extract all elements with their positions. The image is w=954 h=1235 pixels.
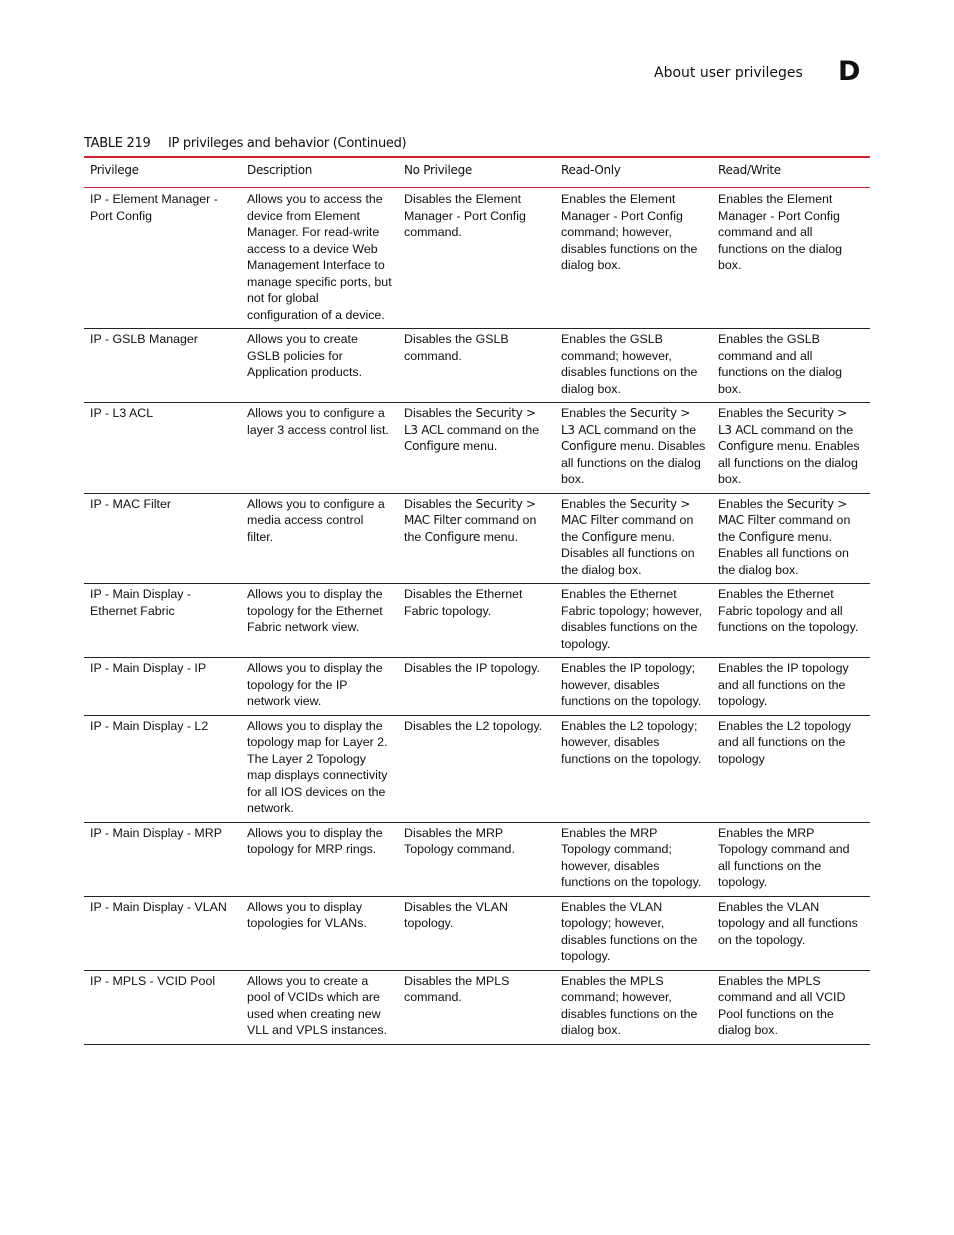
cell-text: command on the xyxy=(404,513,537,544)
cell-text: Enables the Ethernet Fabric topology and all functions on the topology. xyxy=(718,587,859,634)
privilege-cell: IP - Main Display - MRP xyxy=(84,822,241,896)
cell-text: Disables the Element Manager - Port Config command. xyxy=(404,192,526,239)
privilege-cell: IP - MPLS - VCID Pool xyxy=(84,970,241,1044)
cell-text: command on the xyxy=(757,422,854,437)
cell-text: Enables the xyxy=(561,496,630,511)
table-row xyxy=(84,658,870,716)
menu-command-text: Configure xyxy=(561,439,617,453)
cell-text: Disables the L2 topology. xyxy=(404,718,543,733)
cell-text: Enables the VLAN topology; however, disables functions on the topology. xyxy=(561,899,698,963)
read-write-cell xyxy=(712,822,870,896)
cell-text: Enables the L2 topology and all functions on the topology xyxy=(718,718,851,766)
menu-command-text: Security > L3 ACL xyxy=(718,406,848,437)
cell-text: command on the xyxy=(600,422,697,437)
table-caption xyxy=(84,136,406,151)
cell-text: Disables the xyxy=(404,496,476,511)
no-privilege-cell xyxy=(398,329,555,403)
description-cell: Allows you to create a pool of VCIDs which are used when creating new VLL and VPLS instances. xyxy=(241,970,398,1044)
read-write-cell xyxy=(712,715,870,822)
read-write-cell xyxy=(712,658,870,716)
description-cell: Allows you to display the topology for MRP rings. xyxy=(241,822,398,896)
menu-command-text: Security > L3 ACL xyxy=(561,406,691,437)
no-privilege-cell xyxy=(398,403,555,494)
column-header-read-write: Read/Write xyxy=(712,157,870,188)
privilege-cell: IP - MAC Filter xyxy=(84,493,241,584)
cell-text: menu. xyxy=(480,529,519,544)
cell-text: Enables the MRP Topology command and all functions on the topology. xyxy=(718,825,850,889)
read-only-cell xyxy=(555,658,712,716)
table-row xyxy=(84,403,870,494)
cell-text: Enables the IP topology and all functions on the topology. xyxy=(718,661,849,708)
table-row xyxy=(84,584,870,658)
description-cell: Allows you to configure a media access control filter. xyxy=(241,493,398,584)
menu-command-text: Security > MAC Filter xyxy=(718,496,848,527)
menu-command-text: Configure xyxy=(718,439,774,453)
no-privilege-cell xyxy=(398,970,555,1044)
menu-command-text: Configure xyxy=(404,439,460,453)
cell-text: Disables the xyxy=(404,406,476,420)
menu-command-text: Configure xyxy=(738,529,795,544)
cell-text: Disables the GSLB command. xyxy=(404,332,509,363)
description-cell: Allows you to display the topology for the Ethernet Fabric network view. xyxy=(241,584,398,658)
cell-text: Enables the MRP Topology command; however, disables functions on the topology. xyxy=(561,825,702,889)
read-write-cell xyxy=(712,493,870,584)
no-privilege-cell xyxy=(398,822,555,896)
column-header-privilege: Privilege xyxy=(84,157,241,188)
privilege-cell: IP - Element Manager - Port Config xyxy=(84,188,241,329)
table-number: TABLE 219 xyxy=(84,136,151,151)
read-write-cell xyxy=(712,896,870,970)
description-cell: Allows you to access the device from Element Manager. For read-write access to a device Web Management Interface to manage specific ports, but not for global configuration of a device. xyxy=(241,188,398,329)
cell-text: Enables the GSLB command and all functions on the dialog box. xyxy=(718,332,842,396)
column-header-description: Description xyxy=(241,157,398,188)
cell-text: Disables the Ethernet Fabric topology. xyxy=(404,587,523,618)
cell-text: menu. xyxy=(459,439,498,453)
no-privilege-cell xyxy=(398,715,555,822)
description-cell: Allows you to display the topology map for Layer 2. The Layer 2 Topology map displays connectivity for all IOS devices on the network. xyxy=(241,715,398,822)
cell-text: Enables the IP topology; however, disables functions on the topology. xyxy=(561,661,702,708)
read-write-cell xyxy=(712,970,870,1044)
cell-text: menu. Disables all functions on the dialog box. xyxy=(561,529,695,577)
cell-text: menu. Enables all functions on the dialog box. xyxy=(718,439,860,486)
table-row xyxy=(84,329,870,403)
cell-text: Disables the VLAN topology. xyxy=(404,899,508,930)
read-write-cell xyxy=(712,584,870,658)
privilege-cell: IP - Main Display - IP xyxy=(84,658,241,716)
cell-text: Enables the VLAN topology and all functions on the topology. xyxy=(718,899,858,947)
menu-command-text: Configure xyxy=(581,529,638,544)
cell-text: Enables the xyxy=(718,406,787,420)
cell-text: Disables the MPLS command. xyxy=(404,973,510,1004)
column-header-read-only: Read-Only xyxy=(555,157,712,188)
read-only-cell xyxy=(555,822,712,896)
cell-text: Enables the xyxy=(718,496,787,511)
privilege-cell: IP - L3 ACL xyxy=(84,403,241,494)
read-only-cell xyxy=(555,896,712,970)
privileges-table xyxy=(84,156,870,1045)
cell-text: Enables the MPLS command; however, disables functions on the dialog box. xyxy=(561,973,698,1037)
table-row xyxy=(84,715,870,822)
appendix-letter: D xyxy=(838,56,861,87)
cell-text: Enables the L2 topology; however, disables functions on the topology. xyxy=(561,718,702,766)
cell-text: command on the xyxy=(443,422,540,437)
table-row xyxy=(84,188,870,329)
cell-text: menu. Disables all functions on the dialog box. xyxy=(561,439,706,486)
menu-command-text: Security > MAC Filter xyxy=(404,496,536,527)
no-privilege-cell xyxy=(398,493,555,584)
description-cell: Allows you to display topologies for VLANs. xyxy=(241,896,398,970)
cell-text: command on the xyxy=(561,513,694,544)
menu-command-text: Configure xyxy=(424,529,481,544)
read-only-cell xyxy=(555,584,712,658)
column-header-no-privilege: No Privilege xyxy=(398,157,555,188)
cell-text: Enables the MPLS command and all VCID Pool functions on the dialog box. xyxy=(718,973,846,1037)
table-row xyxy=(84,896,870,970)
privilege-cell: IP - GSLB Manager xyxy=(84,329,241,403)
no-privilege-cell xyxy=(398,188,555,329)
cell-text: Enables the Element Manager - Port Config command; however, disables functions on the dialog box. xyxy=(561,192,698,272)
read-only-cell xyxy=(555,188,712,329)
header-row xyxy=(84,157,870,188)
no-privilege-cell xyxy=(398,896,555,970)
table-row xyxy=(84,822,870,896)
cell-text: Disables the MRP Topology command. xyxy=(404,825,515,856)
read-write-cell xyxy=(712,403,870,494)
no-privilege-cell xyxy=(398,658,555,716)
read-write-cell xyxy=(712,188,870,329)
cell-text: Enables the xyxy=(561,406,630,420)
table-row xyxy=(84,970,870,1044)
privilege-cell: IP - Main Display - L2 xyxy=(84,715,241,822)
menu-command-text: Security > MAC Filter xyxy=(561,496,691,527)
cell-text: menu. Enables all functions on the dialog box. xyxy=(718,529,849,577)
cell-text: Enables the Element Manager - Port Config command and all functions on the dialog box. xyxy=(718,192,842,272)
table-row xyxy=(84,493,870,584)
cell-text: Enables the Ethernet Fabric topology; however, disables functions on the topology. xyxy=(561,587,703,651)
no-privilege-cell xyxy=(398,584,555,658)
read-only-cell xyxy=(555,329,712,403)
table-body xyxy=(84,188,870,1045)
cell-text: Enables the GSLB command; however, disables functions on the dialog box. xyxy=(561,332,698,396)
read-only-cell xyxy=(555,715,712,822)
table-header xyxy=(84,157,870,188)
privilege-cell: IP - Main Display - Ethernet Fabric xyxy=(84,584,241,658)
description-cell: Allows you to display the topology for the IP network view. xyxy=(241,658,398,716)
read-only-cell xyxy=(555,970,712,1044)
description-cell: Allows you to create GSLB policies for Application products. xyxy=(241,329,398,403)
read-write-cell xyxy=(712,329,870,403)
menu-command-text: Security > L3 ACL xyxy=(404,406,536,437)
page-section-title: About user privileges xyxy=(654,65,803,81)
table-title: IP privileges and behavior (Continued) xyxy=(168,136,407,151)
privilege-cell: IP - Main Display - VLAN xyxy=(84,896,241,970)
read-only-cell xyxy=(555,493,712,584)
cell-text: command on the xyxy=(718,513,851,544)
description-cell: Allows you to configure a layer 3 access control list. xyxy=(241,403,398,494)
read-only-cell xyxy=(555,403,712,494)
cell-text: Disables the IP topology. xyxy=(404,661,540,675)
